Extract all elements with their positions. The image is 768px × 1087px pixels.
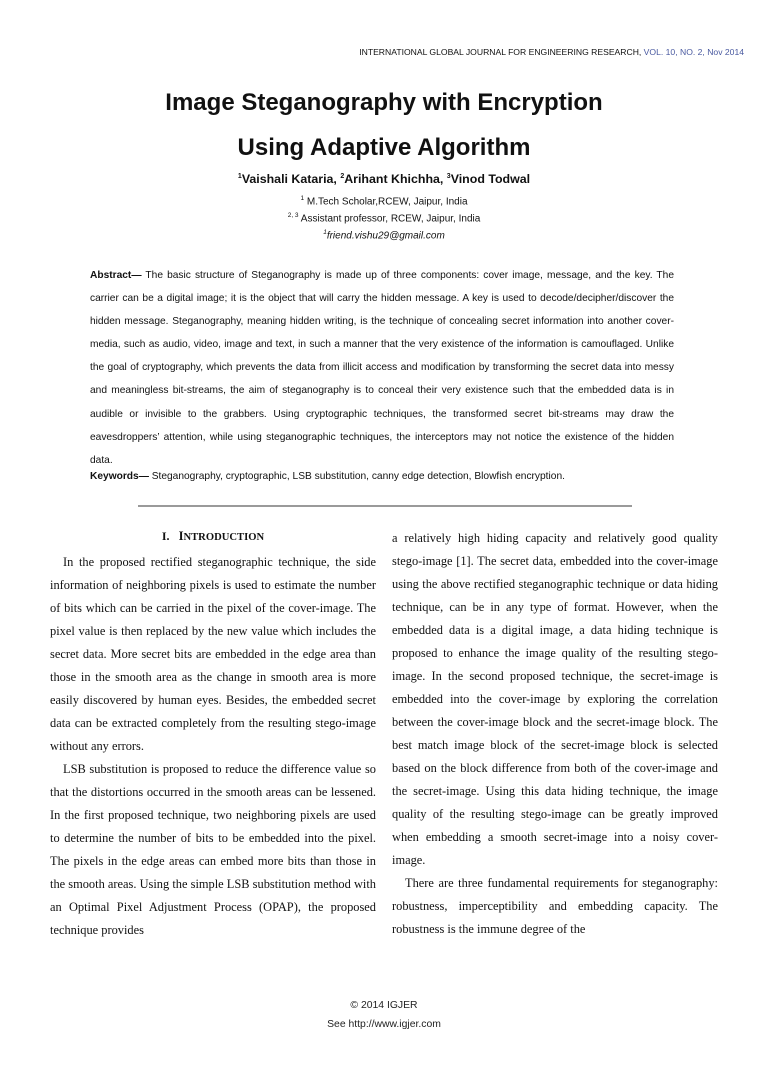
email-text: friend.vishu29@gmail.com	[326, 230, 445, 242]
author-sup: 3	[446, 172, 451, 180]
author-name: Vinod Todwal	[450, 172, 531, 186]
section-initial: I	[178, 529, 184, 543]
author-list	[0, 172, 768, 186]
left-column	[50, 551, 376, 942]
affiliation-sup: 2, 3	[287, 212, 299, 219]
author-sup: 1	[237, 172, 242, 180]
affiliation-sup: 1	[323, 229, 327, 236]
title-line-1: Image Steganography with Encryption	[165, 89, 603, 116]
paragraph: LSB substitution is proposed to reduce the difference value so that the distortions occurred in the smooth areas can be lessened. In the first proposed technique, two neighboring pixels are used to determine the number of bits to be embedded into the pixel. The pixels in the edge areas can embed more bits than those in the smooth areas. Using the simple LSB substitution method with an Optimal Pixel Adjustment Process (OPAP), the proposed technique provides	[50, 762, 376, 937]
section-divider	[138, 505, 632, 507]
journal-header	[359, 47, 744, 57]
keywords-text: Steganography, cryptographic, LSB substitution, canny edge detection, Blowfish encryption.	[148, 471, 565, 482]
keywords	[90, 471, 674, 482]
section-title-rest: NTRODUCTION	[183, 532, 265, 543]
author-email	[0, 229, 768, 241]
paper-title	[0, 80, 768, 170]
journal-volume: VOL. 10, NO. 2, Nov 2014	[641, 47, 744, 57]
journal-name: INTERNATIONAL GLOBAL JOURNAL FOR ENGINEERING RESEARCH,	[359, 47, 642, 57]
affiliation-sup: 1	[300, 195, 305, 202]
abstract-text: The basic structure of Steganography is made up of three components: cover image, message, and the key. The carrier can be a digital image; it is the object that will carry the hidden message. A key is used to decode/decipher/discover the hidden message. Steganography, meaning hidden writing, is the technique of concealing secret information into another cover-media, such as audio, video, image and text, in such a manner that the very existence of the information is camouflaged. Unlike the goal of cryptography, which prevents the data from illicit access and modification by transforming the secret data into messy and meaningless bit-streams, the aim of steganography is to conceal their very existence such that the embedded data is in audible or invisible to the grabbers. Using cryptographic techniques, the transformed secret bit-streams may draw the eavesdroppers’ attention, while using steganographic techniques, the interceptors may not notice the existence of the hidden data.	[90, 270, 674, 466]
affiliation-text: M.Tech Scholar,RCEW, Jaipur, India	[304, 196, 468, 208]
abstract-label: Abstract—	[90, 270, 142, 281]
affiliation-text: Assistant professor, RCEW, Jaipur, India	[298, 213, 481, 225]
paragraph: There are three fundamental requirements for steganography: robustness, imperceptibility and embedding capacity. The robustness is the immune degree of the	[392, 876, 718, 936]
affiliation-2	[0, 212, 768, 224]
author-name: Vaishali Kataria,	[241, 172, 341, 186]
paragraph: In the proposed rectified steganographic technique, the side information of neighboring pixels is used to estimate the number of bits which can be carried in the pixel of the cover-image. The pixel value is then replaced by the new value which includes the secret data. More secret bits are embedded in the edge area than those in the smooth area as the change in smooth area is more easily discovered by human eyes. Besides, the embedded secret data can be extracted completely from the resulting stego-image without any errors.	[50, 555, 376, 753]
footer-link[interactable]: See http://www.igjer.com	[327, 1019, 441, 1030]
right-column	[392, 527, 718, 941]
author-sup: 2	[340, 172, 345, 180]
section-number: I.	[161, 529, 170, 543]
title-line-2: Using Adaptive Algorithm	[237, 134, 531, 161]
abstract	[90, 264, 674, 472]
keywords-label: Keywords—	[90, 471, 149, 482]
affiliation-1	[0, 195, 768, 207]
paragraph: a relatively high hiding capacity and relatively good quality stego-image [1]. The secret data, embedded into the cover-image using the above rectified steganographic technique or data hiding technique, can be in any type of format. However, when the embedded data is a digital image, a data hiding technique is proposed to enhance the image quality of the resulting stego-image. In the second proposed technique, the secret-image is embedded into the cover-image by exploring the correlation between the cover-image block and the secret-image block. The best match image block of the secret-image block is selected based on the block difference from both of the cover-image and the secret-image. Using this data hiding technique, the image quality of the resulting stego-image can be greatly improved when embedding a smooth secret-image into a noisy cover-image.	[392, 531, 718, 867]
footer-copyright: © 2014 IGJER	[350, 1000, 418, 1011]
author-name: Arihant Khichha,	[344, 172, 447, 186]
section-heading	[50, 529, 376, 544]
